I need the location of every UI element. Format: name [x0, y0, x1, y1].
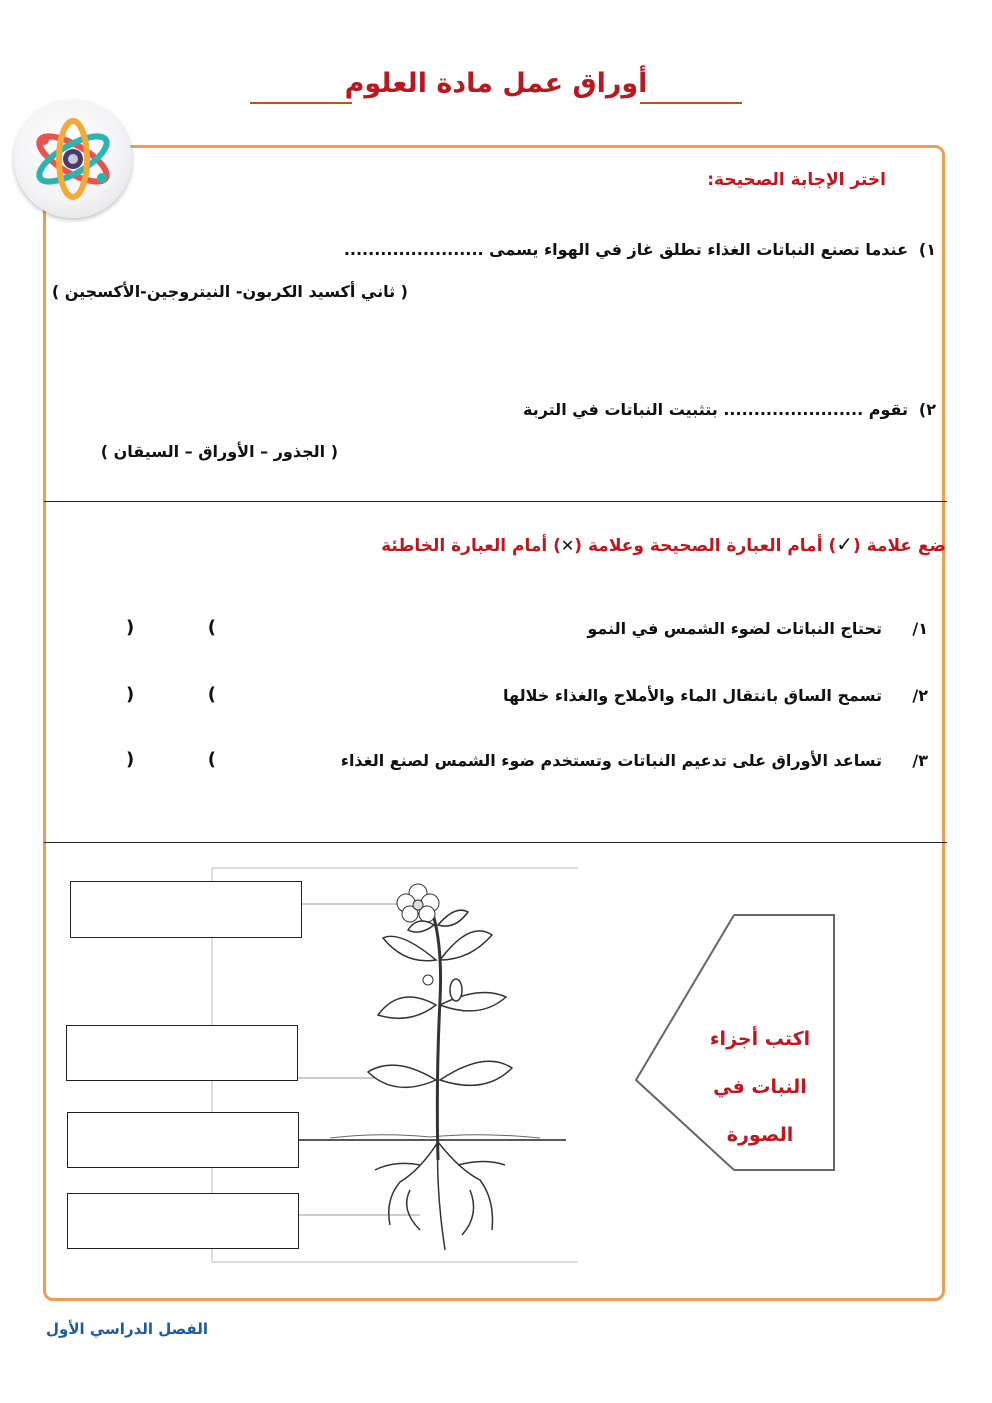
answer-blank-2[interactable] — [126, 684, 216, 705]
atom-icon — [14, 100, 132, 218]
plant-part-box-4[interactable] — [67, 1193, 299, 1249]
statement-3-text: تساعد الأوراق على تدعيم النباتات وتستخدم ضوء الشمس لصنع الغذاء — [340, 751, 882, 770]
arrow-text-line-3: الصورة — [726, 1124, 794, 1146]
question-1-options: ( ثاني أكسيد الكربون- النيتروجين-الأكسجين ) — [51, 282, 408, 301]
plant-part-box-2[interactable] — [66, 1025, 298, 1081]
cross-mark-icon: ✕ — [560, 536, 575, 555]
title-underline-right — [640, 102, 742, 104]
title-underline-left — [250, 102, 352, 104]
question-2-number: ٢) — [918, 400, 936, 419]
section1-heading: اختر الإجابة الصحيحة: — [707, 170, 886, 190]
section-divider-1 — [44, 501, 947, 502]
close-paren: ( — [207, 749, 216, 770]
plant-part-box-3[interactable] — [67, 1112, 299, 1168]
close-paren: ( — [207, 617, 216, 638]
section2-heading — [381, 532, 946, 556]
open-paren: ) — [126, 684, 135, 705]
answer-blank-3[interactable] — [126, 749, 216, 770]
heading-part2: ) أمام العبارة الصحيحة وعلامة ( — [574, 536, 837, 556]
statement-2-number: ٢/ — [912, 686, 928, 705]
heading-part1: ضع علامة ( — [852, 536, 946, 556]
open-paren: ) — [126, 617, 135, 638]
arrow-text-line-1: اكتب أجزاء — [709, 1028, 811, 1050]
close-paren: ( — [207, 684, 216, 705]
arrow-text-line-2: النبات في — [713, 1076, 807, 1098]
flower-icon — [397, 884, 439, 922]
statement-1-number: ١/ — [912, 619, 928, 638]
question-2-options: ( الجذور – الأوراق – السيقان ) — [100, 442, 338, 461]
heading-part3: ) أمام العبارة الخاطئة — [381, 536, 561, 556]
open-paren: ) — [126, 749, 135, 770]
question-1-text: عندما تصنع النباتات الغذاء تطلق غاز في الهواء يسمى ....................... — [343, 240, 908, 259]
page-title: أوراق عمل مادة العلوم — [344, 68, 648, 99]
question-1-number: ١) — [918, 240, 936, 259]
statement-2-text: تسمح الساق بانتقال الماء والأملاح والغذاء خلالها — [503, 686, 882, 705]
answer-blank-1[interactable] — [126, 617, 216, 638]
section-divider-2 — [44, 842, 947, 843]
arrow-text — [690, 1015, 830, 1159]
statement-3-number: ٣/ — [912, 751, 928, 770]
footer-semester: الفصل الدراسي الأول — [46, 1320, 208, 1338]
atom-logo — [14, 100, 132, 218]
plant-part-box-1[interactable] — [70, 881, 302, 938]
question-2-text: تقوم ....................... بتثبيت النباتات في التربة — [522, 400, 908, 419]
statement-1-text: تحتاج النباتات لضوء الشمس في النمو — [587, 619, 882, 638]
root-icon — [375, 1142, 505, 1250]
check-mark-icon: ✓ — [836, 532, 853, 556]
